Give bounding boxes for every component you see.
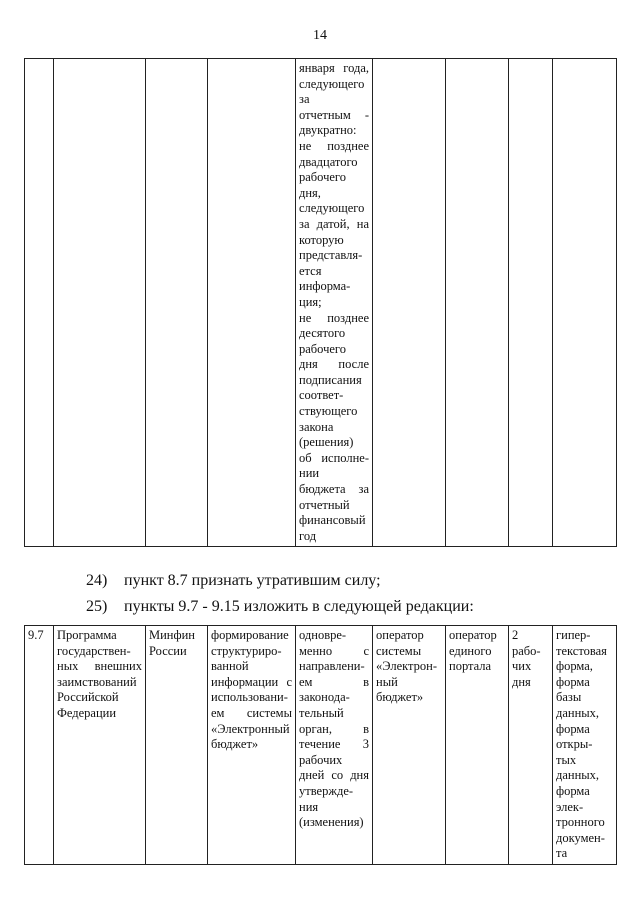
text-line: дней со дня <box>299 768 369 783</box>
text-line: направлени- <box>299 659 365 674</box>
text-line: за датой, на <box>299 216 369 231</box>
publisher <box>449 628 505 675</box>
text-line: ствующего <box>299 404 358 419</box>
provider-cell <box>373 626 446 865</box>
text-line: не позднее <box>299 138 369 153</box>
text-line: менно с <box>299 643 369 658</box>
text-line: год <box>299 528 317 543</box>
page-number: 14 <box>313 28 327 43</box>
text-line: двукратно: <box>299 123 357 138</box>
text-line: за <box>299 92 310 107</box>
text-line: ем системы <box>211 705 292 720</box>
text-line: Российской <box>57 690 119 705</box>
method-cell <box>208 626 296 865</box>
text-line: «Электрон- <box>376 659 437 674</box>
text-line: рабочего <box>299 341 346 356</box>
text-line: течение 3 <box>299 737 369 752</box>
text-line: рабо- <box>512 643 541 658</box>
text-line: ем в <box>299 674 369 689</box>
text-line: которую <box>299 232 344 247</box>
paragraph-text: пункт 8.7 признать утратившим силу; <box>124 572 381 589</box>
text-line: отчетным - <box>299 107 369 122</box>
text-line: откры- <box>556 737 593 752</box>
text-line: не позднее <box>299 310 369 325</box>
item-name-cell <box>54 626 146 865</box>
text-line: форма <box>556 783 590 798</box>
text-line: ный <box>376 674 398 689</box>
table-cell <box>208 59 296 547</box>
period <box>512 628 549 690</box>
text-line: представля- <box>299 248 363 263</box>
text-line: рабочих <box>299 752 343 767</box>
text-line: единого <box>449 643 492 658</box>
text-line: оператор <box>449 628 497 642</box>
text-line: двадцатого <box>299 154 358 169</box>
text-line: следующего <box>299 201 365 216</box>
text-line: тых <box>556 752 577 767</box>
text-line: отчетный <box>299 497 350 512</box>
text-line: текстовая <box>556 643 607 658</box>
text-line: «Электронный <box>211 721 290 736</box>
text-line: России <box>149 643 187 658</box>
text-line: законода- <box>299 690 350 705</box>
table-cell <box>553 59 617 547</box>
deadline <box>299 628 369 831</box>
text-line: заимствований <box>57 674 137 689</box>
deadline-cell <box>296 626 373 865</box>
text-line: Федерации <box>57 705 117 720</box>
item-number-cell <box>25 626 54 865</box>
text-line: государствен- <box>57 643 131 658</box>
text-line: использовани- <box>211 690 288 705</box>
paragraph-number: 24) <box>86 572 108 589</box>
text-line: системы <box>376 643 422 658</box>
text-line: закона <box>299 419 334 434</box>
paragraph-25 <box>86 598 474 616</box>
format-cell <box>553 626 617 865</box>
text-line: бюджет» <box>376 690 424 705</box>
text-line: дня, <box>299 185 321 200</box>
text-line: форма <box>556 674 590 689</box>
text-line: 2 <box>512 628 519 642</box>
text-line: информации с <box>211 674 292 689</box>
text-line: Минфин <box>149 628 195 642</box>
text-line: орган, в <box>299 721 369 736</box>
responsible-cell <box>146 626 208 865</box>
paragraph-24 <box>86 572 381 590</box>
text-line: формирование <box>211 628 289 642</box>
item-name <box>57 628 142 722</box>
table-cell <box>373 59 446 547</box>
text-line: бюджет» <box>211 737 259 752</box>
table-cell <box>446 59 509 547</box>
text-line: базы <box>556 690 582 705</box>
text-line: ных внешних <box>57 659 142 674</box>
deadline-text <box>299 61 369 544</box>
table-cell <box>509 59 553 547</box>
text-line: нии <box>299 466 320 481</box>
period-cell <box>509 626 553 865</box>
provider <box>376 628 442 706</box>
text-line: соответ- <box>299 388 344 403</box>
paragraph-text: пункты 9.7 - 9.15 изложить в следующей редакции: <box>124 598 474 615</box>
text-line: гипер- <box>556 628 591 642</box>
deadline-cell <box>296 59 373 547</box>
text-line: форма, <box>556 659 593 674</box>
text-line: (решения) <box>299 435 354 450</box>
text-line: тельный <box>299 705 344 720</box>
method <box>211 628 292 753</box>
text-line: тронного <box>556 815 605 830</box>
text-line: десятого <box>299 326 346 341</box>
text-line: данных, <box>556 768 600 783</box>
text-line: финансовый <box>299 513 366 528</box>
table-row <box>25 59 617 547</box>
text-line: информа- <box>299 279 351 294</box>
text-line: та <box>556 846 568 861</box>
responsible <box>149 628 204 659</box>
text-line: чих <box>512 659 532 674</box>
text-line: дня <box>512 674 531 689</box>
text-line: Программа <box>57 628 117 642</box>
table-row <box>25 626 617 865</box>
text-line: ванной <box>211 659 249 674</box>
text-line: портала <box>449 659 492 674</box>
text-line: докумен- <box>556 830 605 845</box>
text-line: ется <box>299 263 322 278</box>
text-line: ция; <box>299 294 322 309</box>
text-line: утвержде- <box>299 783 354 798</box>
item-number: 9.7 <box>28 628 44 642</box>
text-line: (изменения) <box>299 815 364 830</box>
text-line: января года, <box>299 61 369 75</box>
text-line: бюджета за <box>299 482 369 497</box>
text-line: элек- <box>556 799 584 814</box>
format <box>556 628 613 862</box>
text-line: подписания <box>299 372 362 387</box>
text-line: дня после <box>299 357 369 372</box>
table-cell <box>146 59 208 547</box>
publisher-cell <box>446 626 509 865</box>
text-line: ния <box>299 799 319 814</box>
text-line: данных, <box>556 705 600 720</box>
table-cell <box>25 59 54 547</box>
text-line: рабочего <box>299 170 346 185</box>
text-line: структуриро- <box>211 643 282 658</box>
text-line: форма <box>556 721 590 736</box>
continued-table <box>24 58 617 547</box>
text-line: следующего <box>299 76 365 91</box>
paragraph-number: 25) <box>86 598 108 615</box>
text-line: одновре- <box>299 628 347 642</box>
item-9-7-table <box>24 625 617 865</box>
table-cell <box>54 59 146 547</box>
text-line: оператор <box>376 628 424 642</box>
text-line: об исполне- <box>299 450 369 465</box>
